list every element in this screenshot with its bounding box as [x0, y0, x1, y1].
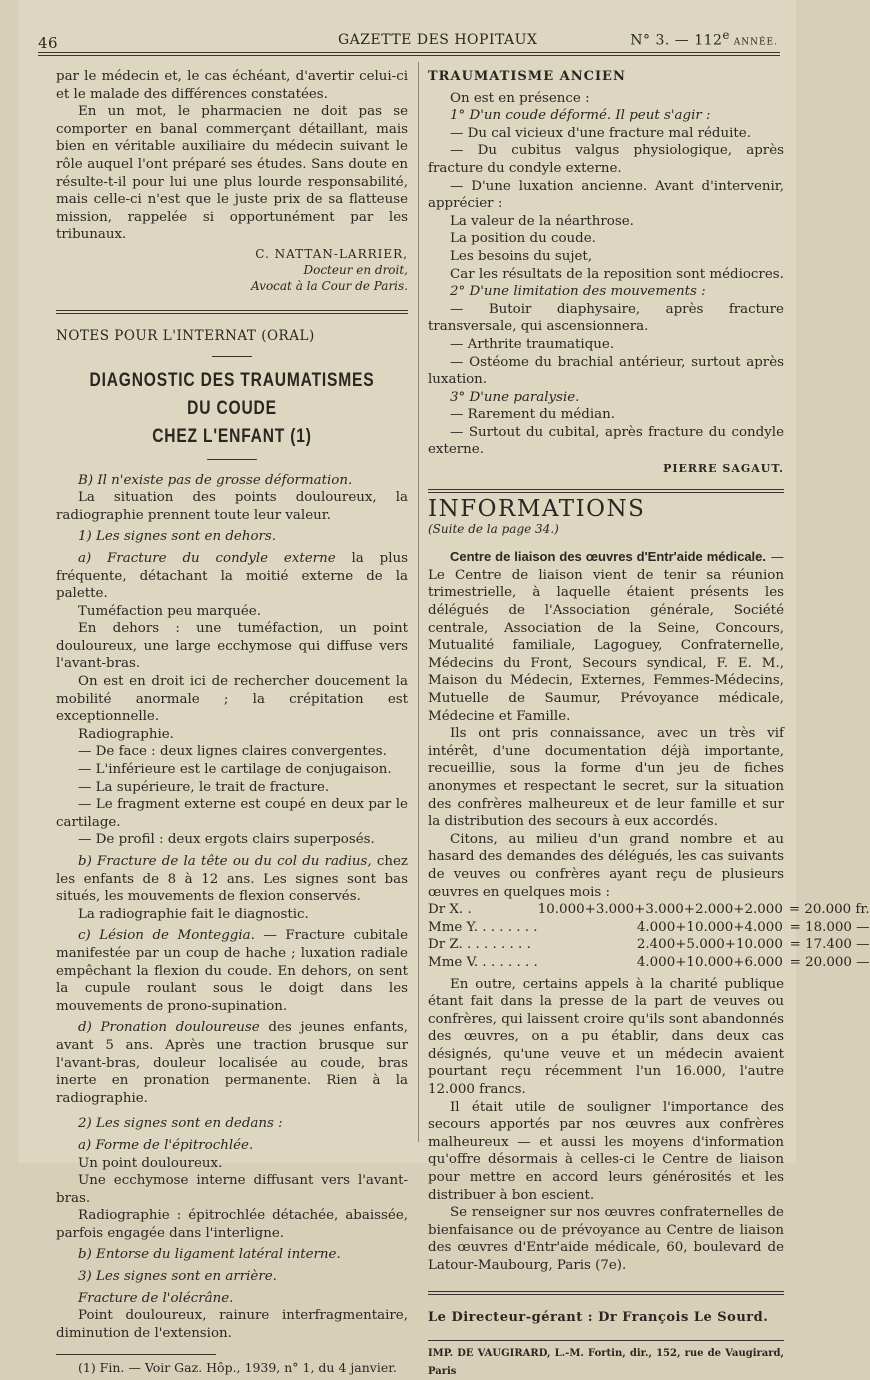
section-rule [56, 313, 408, 314]
paragraph: — La supérieure, le trait de fracture. [78, 779, 330, 795]
paragraph: Car les résultats de la reposition sont médiocres. [450, 266, 784, 282]
paragraph: — Surtout du cubital, après fracture du condyle externe. [428, 424, 784, 458]
item-label: b) Fracture de la tête ou du col du radius, [78, 854, 372, 869]
paragraph [428, 548, 784, 725]
section-title: NOTES POUR L'INTERNAT (ORAL) [56, 327, 315, 344]
amount-row [428, 919, 870, 937]
item-text: des jeunes enfants, avant 5 ans. Après une traction brusque sur l'avant-bras, douleur localisée au coude, bras inerte en pronation permanente. Rien à la radiographie. [56, 1020, 408, 1106]
paragraph: — Du cubitus valgus physiologique, après fracture du condyle externe. [428, 143, 784, 176]
section-subtitle: (Suite de la page 34.) [428, 521, 559, 536]
paragraph: — De face : deux lignes claires convergentes. [78, 744, 387, 760]
subheading: 2) Les signes sont en dedans : [78, 1116, 283, 1132]
paragraph [56, 927, 408, 1015]
paragraph: — Rarement du médian. [450, 407, 616, 423]
section-rule [428, 1291, 784, 1292]
paragraph: Citons, au milieu d'un grand nombre et au hasard des demandes des délégués, les cas suivants de veuves ou confrères ayant reçu de plusieurs œuvres en quelques mois : [428, 831, 784, 900]
journal-title: GAZETTE DES HOPITAUX [338, 32, 538, 48]
amount-calc: 4.000+10.000+6.000 [636, 954, 783, 970]
director-line: Le Directeur-gérant : Dr François Le Sourd. [428, 1309, 769, 1325]
subheading: 1° D'un coude déformé. Il peut s'agir : [450, 108, 711, 124]
section-rule [428, 492, 784, 493]
subheading: 3) Les signes sont en arrière. [78, 1269, 277, 1285]
paragraph: Radiographie. [78, 726, 174, 742]
short-rule [207, 459, 257, 460]
amount-calc: 4.000+10.000+4.000 [636, 919, 783, 935]
article-title [88, 367, 377, 451]
paragraph: Les besoins du sujet, [450, 248, 593, 264]
amount-row [428, 901, 870, 919]
amount-total: = 17.400 — [789, 937, 870, 953]
paragraph [56, 1019, 408, 1107]
paragraph: La valeur de la néarthrose. [450, 213, 634, 229]
left-column [56, 68, 408, 1377]
signature-name: C. NATTAN-LARRIER, [255, 246, 408, 261]
amounts-table [428, 901, 870, 971]
paragraph: Ils ont pris connaissance, avec un très vif intérêt, d'une documentation déjà importante, recueillie, sous la forme d'un jeu de fiches anonymes et respectant le secret, sur la situation des confrères malheureux et de leur famille et sur la distribution des secours à eux accordés. [428, 726, 784, 830]
page-header [38, 28, 778, 50]
subheading: a) Forme de l'épitrochlée. [78, 1137, 254, 1153]
paragraph: Tuméfaction peu marquée. [78, 603, 261, 619]
issue-text: N° 3. — 112 [630, 32, 723, 49]
paragraph: Point douloureux, rainure interfragmentaire, diminution de l'extension. [56, 1308, 408, 1341]
signature-block [56, 246, 408, 294]
paragraph: Il était utile de souligner l'importance des secours apportés par nos œuvres aux confrères malheureux — et aussi les moyens d'information qu'offre désormais à celles-ci le Centre de liaison pour mettre en accord leurs générosités et les distribuer à bon escient. [428, 1099, 784, 1203]
short-rule [212, 356, 252, 357]
printer-line: IMP. DE VAUGIRARD, L.-M. Fortin, dir., 152, rue de Vaugirard, Paris [428, 1348, 784, 1377]
item-label: a) Fracture du condyle externe [78, 550, 336, 566]
section-title: INFORMATIONS [428, 496, 646, 523]
amount-calc: 10.000+3.000+3.000+2.000+2.000 [537, 902, 783, 918]
paragraph: — L'inférieure est le cartilage de conjugaison. [78, 762, 392, 778]
paragraph [56, 853, 408, 906]
header-rule-2 [38, 55, 780, 56]
subheading: Fracture de l'olécrâne. [78, 1290, 234, 1306]
paragraph: Une ecchymose interne diffusant vers l'avant-bras. [56, 1173, 408, 1206]
paragraph-text: — Le Centre de liaison vient de tenir sa réunion trimestrielle, à laquelle étaient présents les délégués de l'Association générale, Société centrale, Association de la Seine, Concours, Mutualité familiale, Lagoguey, Confraternelle, Médecins du Front, Secours syndical, F. E. M., Maison du Médecin, Externes, Femmes-Médecins, Mutuelle de Saumur, Prévoyance médicale, Médecine et Famille. [428, 550, 784, 724]
issue-number [630, 28, 778, 49]
amount-recipient: Dr X. . [428, 902, 472, 918]
article-title-line: CHEZ L'ENFANT (1) [152, 425, 312, 447]
paragraph: — Le fragment externe est coupé en deux par le cartilage. [56, 797, 408, 830]
article-title-line: DIAGNOSTIC DES TRAUMATISMES DU COUDE [89, 369, 375, 419]
newspaper-page [18, 0, 870, 1377]
issue-suffix: e [722, 28, 730, 42]
item-text: la plus fréquente, détachant la moitié externe de la palette. [56, 550, 408, 602]
section-rule [428, 489, 784, 490]
item-label: c) Lésion de Monteggia. [78, 928, 255, 944]
subheading: B) Il n'existe pas de grosse déformation. [78, 472, 353, 488]
paragraph: par le médecin et, le cas échéant, d'avertir celui-ci et le malade des différences constatées. [56, 69, 408, 102]
page-number: 46 [38, 34, 59, 52]
paragraph: — Du cal vicieux d'une fracture mal réduite. [450, 125, 751, 141]
subheading: 1) Les signes sont en dehors. [78, 529, 277, 545]
right-column [428, 68, 870, 1380]
footnote: (1) Fin. — Voir Gaz. Hôp., 1939, n° 1, du 4 janvier. [78, 1360, 397, 1376]
footnote-rule [56, 1354, 216, 1355]
bold-lead: Centre de liaison des œuvres d'Entr'aide médicale. [450, 549, 766, 565]
section-title: TRAUMATISME ANCIEN [428, 69, 626, 84]
item-label: d) Pronation douloureuse [78, 1020, 260, 1036]
item-text: — Fracture cubitale manifestée par un coup de hache ; luxation radiale empêchant la flexion du coude. En dehors, on sent la cupule roulant sous le doigt dans les mouvements de prono-supination. [56, 928, 408, 1014]
paragraph: La situation des points douloureux, la radiographie prennent toute leur valeur. [56, 490, 408, 523]
amount-recipient: Mme V. . . . . . . . [428, 954, 538, 970]
header-rule [38, 52, 780, 53]
paragraph: Un point douloureux. [78, 1155, 223, 1171]
paragraph: La radiographie fait le diagnostic. [78, 906, 309, 922]
amount-row [428, 936, 870, 954]
subheading: 2° D'une limitation des mouvements : [450, 284, 706, 300]
paragraph [56, 550, 408, 603]
amount-recipient: Dr Z. . . . . . . . . [428, 937, 531, 953]
section-rule [56, 310, 408, 311]
amount-calc: 2.400+5.000+10.000 [636, 937, 783, 953]
subheading: 3° D'une paralysie. [450, 389, 580, 405]
paragraph: — De profil : deux ergots clairs superposés. [78, 832, 375, 848]
signature-title: Avocat à la Cour de Paris. [251, 278, 408, 293]
paragraph: — Arthrite traumatique. [450, 336, 615, 352]
paragraph: On est en présence : [450, 90, 590, 106]
amount-total: = 20.000 fr. [788, 902, 870, 918]
paragraph: En un mot, le pharmacien ne doit pas se comporter en banal commerçant détaillant, mais bien en véritable auxiliaire du médecin suivant le rôle auquel l'ont préparé ses études. Sans doute en résulte-t-il pour lui une plus lourde responsabilité, mais celle-ci n'est que le juste prix de sa flatteuse mission, rappelée si opportunément par les tribunaux. [56, 104, 408, 243]
printer-rule [428, 1340, 784, 1341]
paragraph: — Ostéome du brachial antérieur, surtout après luxation. [428, 354, 784, 388]
paragraph: En dehors : une tuméfaction, un point douloureux, une large ecchymose qui diffuse vers l'avant-bras. [56, 621, 408, 672]
paragraph: Se renseigner sur nos œuvres confraternelles de bienfaisance ou de prévoyance au Centre de liaison des œuvres d'Entr'aide médicale, 60, boulevard de Latour-Maubourg, Paris (7e). [428, 1205, 784, 1273]
amount-row [428, 954, 870, 972]
amount-total: = 20.000 — [789, 954, 870, 970]
amount-recipient: Mme Y. . . . . . . . [428, 919, 538, 935]
paragraph: En outre, certains appels à la charité publique étant fait dans la presse de la part de veuves ou confrères, qui laissent croire qu'ils sont abandonnés des œuvres, on a pu établir, dans deux cas désignés, qu'une veuve et un médecin avaient pourtant reçu récemment l'un 16.000, l'autre 12.000 francs. [428, 976, 784, 1098]
signature-name: PIERRE SAGAUT. [663, 462, 784, 476]
column-divider [418, 62, 419, 1142]
amount-total: = 18.000 — [789, 919, 870, 935]
subheading: b) Entorse du ligament latéral interne. [78, 1247, 341, 1263]
signature-title: Docteur en droit, [303, 262, 408, 277]
paragraph: Radiographie : épitrochlée détachée, abaissée, parfois engagée dans l'interligne. [56, 1208, 408, 1241]
paragraph: — Butoir diaphysaire, après fracture transversale, qui ascensionnera. [428, 301, 784, 335]
issue-year: ANNÉE. [729, 37, 778, 48]
paragraph: La position du coude. [450, 231, 596, 247]
item-text: chez les enfants de 8 à 12 ans. Les signes sont bas situés, les mouvements de flexion conservés. [56, 854, 408, 905]
section-rule [428, 1294, 784, 1295]
paragraph: On est en droit ici de rechercher doucement la mobilité anormale ; la crépitation est exceptionnelle. [56, 674, 408, 725]
paragraph: — D'une luxation ancienne. Avant d'intervenir, apprécier : [428, 178, 784, 212]
